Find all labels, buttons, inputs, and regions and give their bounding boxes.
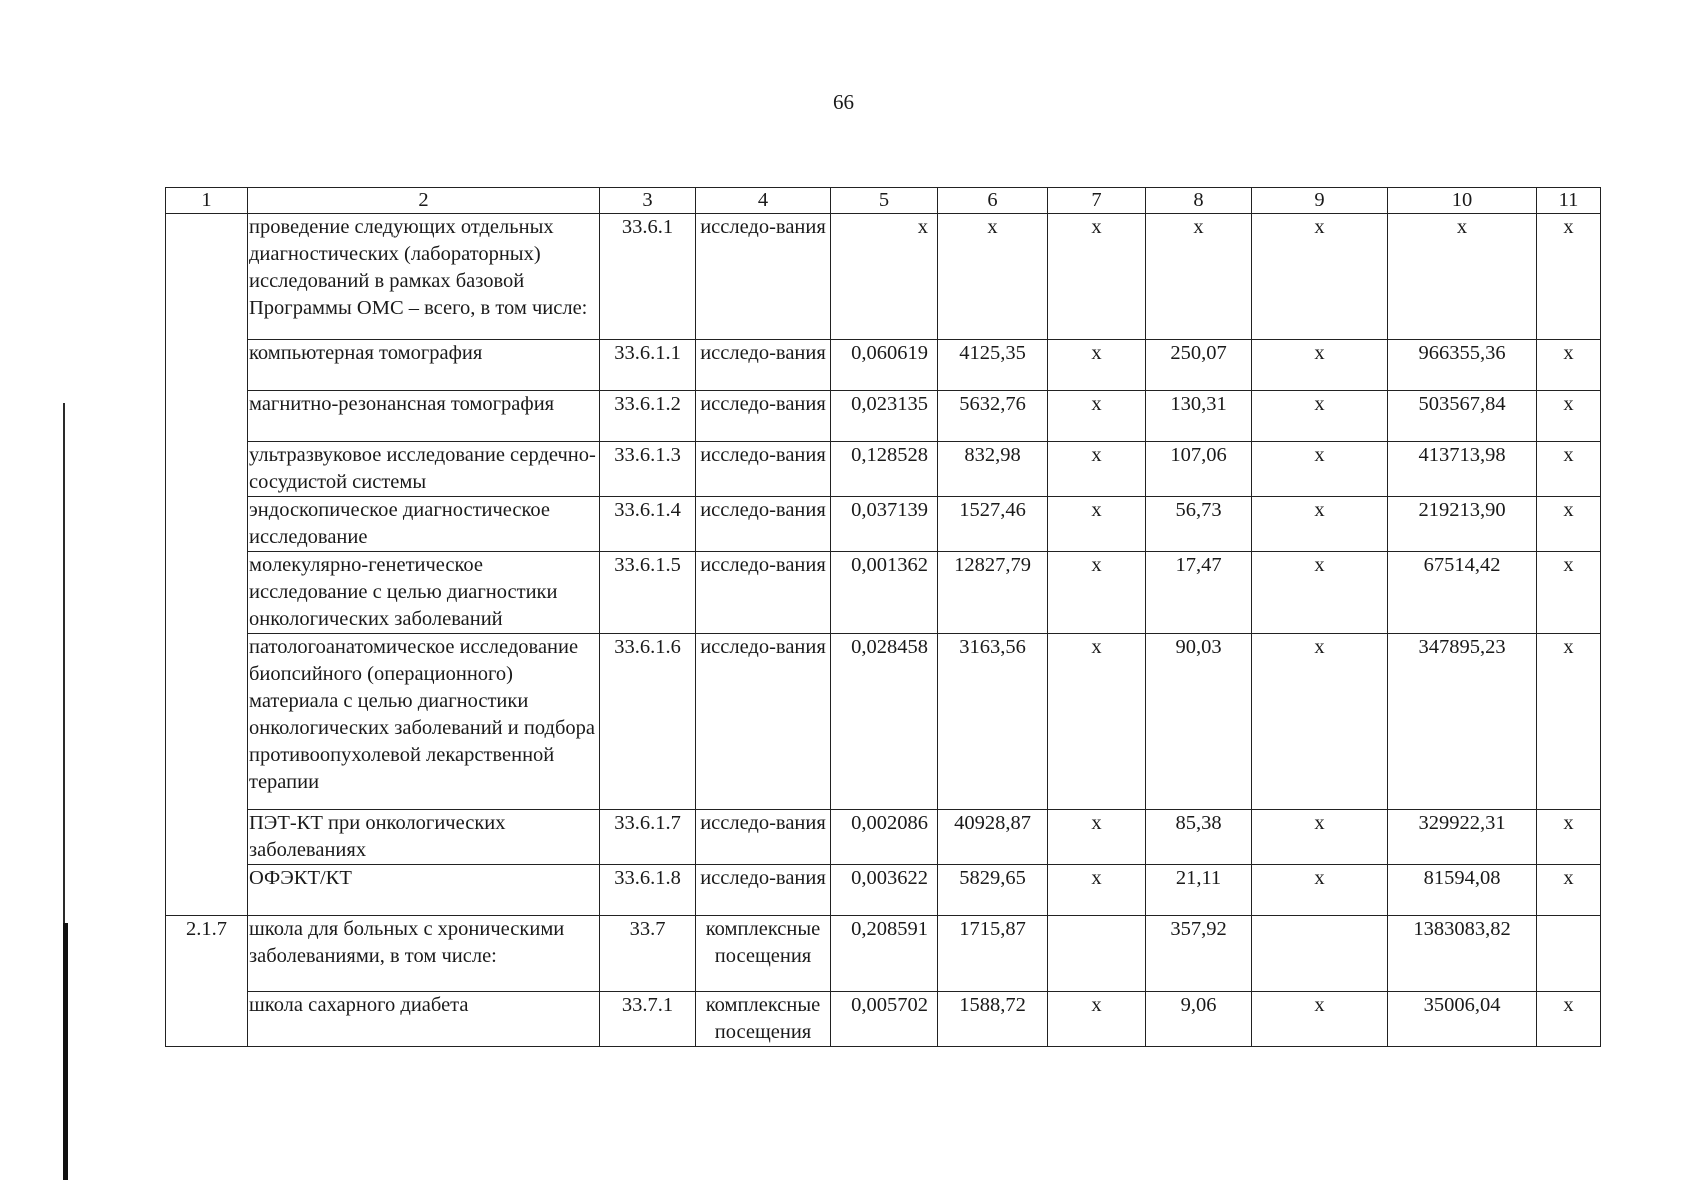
value-cell: х [1537,810,1601,865]
value-cell: 0,060619 [831,340,938,391]
table-header-row [166,188,1601,214]
value-cell: 357,92 [1146,916,1252,992]
row-unit-cell: комплексные посещения [696,916,831,992]
header-cell: 7 [1048,188,1146,214]
value-cell: 85,38 [1146,810,1252,865]
row-unit-cell: исследо-вания [696,810,831,865]
page-number: 66 [833,90,854,114]
table-row [166,992,1601,1047]
row-number-cell [166,810,248,865]
header-cell: 5 [831,188,938,214]
value-cell: х [1048,340,1146,391]
value-cell: х [1252,810,1388,865]
table-row [166,391,1601,442]
table-row [166,552,1601,634]
value-cell: 1588,72 [938,992,1048,1047]
value-cell: 35006,04 [1388,992,1537,1047]
header-cell: 4 [696,188,831,214]
margin-scan-line [63,403,65,923]
table-row [166,865,1601,916]
value-cell: х [1048,810,1146,865]
value-cell: 0,028458 [831,634,938,810]
table-row [166,442,1601,497]
value-cell: х [1537,634,1601,810]
row-number-cell [166,214,248,340]
margin-scan-line-bold [63,923,68,1180]
row-unit-cell: исследо-вания [696,340,831,391]
row-unit-cell: исследо-вания [696,865,831,916]
header-cell: 2 [248,188,600,214]
value-cell: х [1048,865,1146,916]
row-unit-cell: исследо-вания [696,391,831,442]
row-name-cell: эндоскопическое диагностическое исследование [248,497,600,552]
value-cell: х [1537,552,1601,634]
row-unit-cell: исследо-вания [696,552,831,634]
value-cell: х [1252,992,1388,1047]
value-cell [1537,916,1601,992]
row-code-cell: 33.6.1.7 [600,810,696,865]
value-cell: 12827,79 [938,552,1048,634]
header-cell: 8 [1146,188,1252,214]
table-row [166,340,1601,391]
value-cell: х [1252,340,1388,391]
row-code-cell: 33.6.1.8 [600,865,696,916]
row-code-cell: 33.6.1.3 [600,442,696,497]
value-cell: х [1146,214,1252,340]
value-cell: х [1048,391,1146,442]
value-cell: 503567,84 [1388,391,1537,442]
row-name-cell: молекулярно-генетическое исследование с целью диагностики онкологических заболеваний [248,552,600,634]
value-cell: х [1048,552,1146,634]
value-cell: х [938,214,1048,340]
value-cell: х [1252,552,1388,634]
value-cell: х [1048,442,1146,497]
row-number-cell [166,552,248,634]
row-name-cell: патологоанатомическое исследование биопсийного (операционного) материала с целью диагностики онкологических заболеваний и подбора противоопухолевой лекарственной терапии [248,634,600,810]
row-number-cell: 2.1.7 [166,916,248,992]
value-cell: 5632,76 [938,391,1048,442]
data-table [165,187,1601,1047]
value-cell: х [1537,442,1601,497]
row-unit-cell: исследо-вания [696,497,831,552]
row-code-cell: 33.6.1 [600,214,696,340]
value-cell: х [1048,634,1146,810]
value-cell: х [1252,634,1388,810]
value-cell: х [1537,865,1601,916]
value-cell: 107,06 [1146,442,1252,497]
row-code-cell: 33.6.1.1 [600,340,696,391]
value-cell: 1383083,82 [1388,916,1537,992]
value-cell [1252,916,1388,992]
row-name-cell: магнитно-резонансная томография [248,391,600,442]
value-cell: 0,001362 [831,552,938,634]
value-cell: 3163,56 [938,634,1048,810]
header-cell: 1 [166,188,248,214]
row-number-cell [166,340,248,391]
table-row [166,810,1601,865]
value-cell: 21,11 [1146,865,1252,916]
value-cell: 5829,65 [938,865,1048,916]
row-name-cell: проведение следующих отдельных диагностических (лабораторных) исследований в рамках базовой Программы ОМС – всего, в том числе: [248,214,600,340]
value-cell: х [1252,214,1388,340]
table-row [166,634,1601,810]
value-cell: 0,003622 [831,865,938,916]
value-cell: 413713,98 [1388,442,1537,497]
value-cell: 966355,36 [1388,340,1537,391]
value-cell: х [1048,992,1146,1047]
value-cell: 219213,90 [1388,497,1537,552]
row-number-cell [166,442,248,497]
row-code-cell: 33.7 [600,916,696,992]
value-cell: х [1537,497,1601,552]
value-cell: 56,73 [1146,497,1252,552]
row-name-cell: школа для больных с хроническими заболеваниями, в том числе: [248,916,600,992]
value-cell [1048,916,1146,992]
row-name-cell: ультразвуковое исследование сердечно-сосудистой системы [248,442,600,497]
row-unit-cell: комплексные посещения [696,992,831,1047]
value-cell: х [1537,992,1601,1047]
value-cell: 832,98 [938,442,1048,497]
row-code-cell: 33.7.1 [600,992,696,1047]
value-cell: 130,31 [1146,391,1252,442]
value-cell: 347895,23 [1388,634,1537,810]
row-number-cell [166,634,248,810]
row-code-cell: 33.6.1.5 [600,552,696,634]
value-cell: х [1048,214,1146,340]
row-number-cell [166,992,248,1047]
row-code-cell: 33.6.1.4 [600,497,696,552]
table-row [166,214,1601,340]
row-code-cell: 33.6.1.6 [600,634,696,810]
value-cell: 1715,87 [938,916,1048,992]
value-cell: 0,005702 [831,992,938,1047]
row-unit-cell: исследо-вания [696,214,831,340]
row-number-cell [166,391,248,442]
value-cell: 0,208591 [831,916,938,992]
header-cell: 6 [938,188,1048,214]
row-number-cell [166,865,248,916]
header-cell: 11 [1537,188,1601,214]
row-name-cell: ПЭТ-КТ при онкологических заболеваниях [248,810,600,865]
value-cell: х [1388,214,1537,340]
value-cell: х [1537,214,1601,340]
value-cell: х [1252,865,1388,916]
value-cell: 9,06 [1146,992,1252,1047]
value-cell: 0,037139 [831,497,938,552]
value-cell: 250,07 [1146,340,1252,391]
row-code-cell: 33.6.1.2 [600,391,696,442]
header-cell: 3 [600,188,696,214]
row-name-cell: ОФЭКТ/КТ [248,865,600,916]
row-name-cell: школа сахарного диабета [248,992,600,1047]
value-cell: х [1537,340,1601,391]
value-cell: 0,002086 [831,810,938,865]
value-cell: х [1252,497,1388,552]
row-number-cell [166,497,248,552]
value-cell: 0,128528 [831,442,938,497]
header-cell: 9 [1252,188,1388,214]
value-cell: 17,47 [1146,552,1252,634]
value-cell: 90,03 [1146,634,1252,810]
value-cell: х [1537,391,1601,442]
table-row [166,916,1601,992]
table-row [166,497,1601,552]
value-cell: 40928,87 [938,810,1048,865]
value-cell: 81594,08 [1388,865,1537,916]
value-cell: х [1252,442,1388,497]
row-unit-cell: исследо-вания [696,442,831,497]
value-cell: х [1252,391,1388,442]
value-cell: 1527,46 [938,497,1048,552]
value-cell: 0,023135 [831,391,938,442]
value-cell: 67514,42 [1388,552,1537,634]
value-cell: 329922,31 [1388,810,1537,865]
value-cell: 4125,35 [938,340,1048,391]
header-cell: 10 [1388,188,1537,214]
value-cell: х [831,214,938,340]
value-cell: х [1048,497,1146,552]
row-name-cell: компьютерная томография [248,340,600,391]
row-unit-cell: исследо-вания [696,634,831,810]
